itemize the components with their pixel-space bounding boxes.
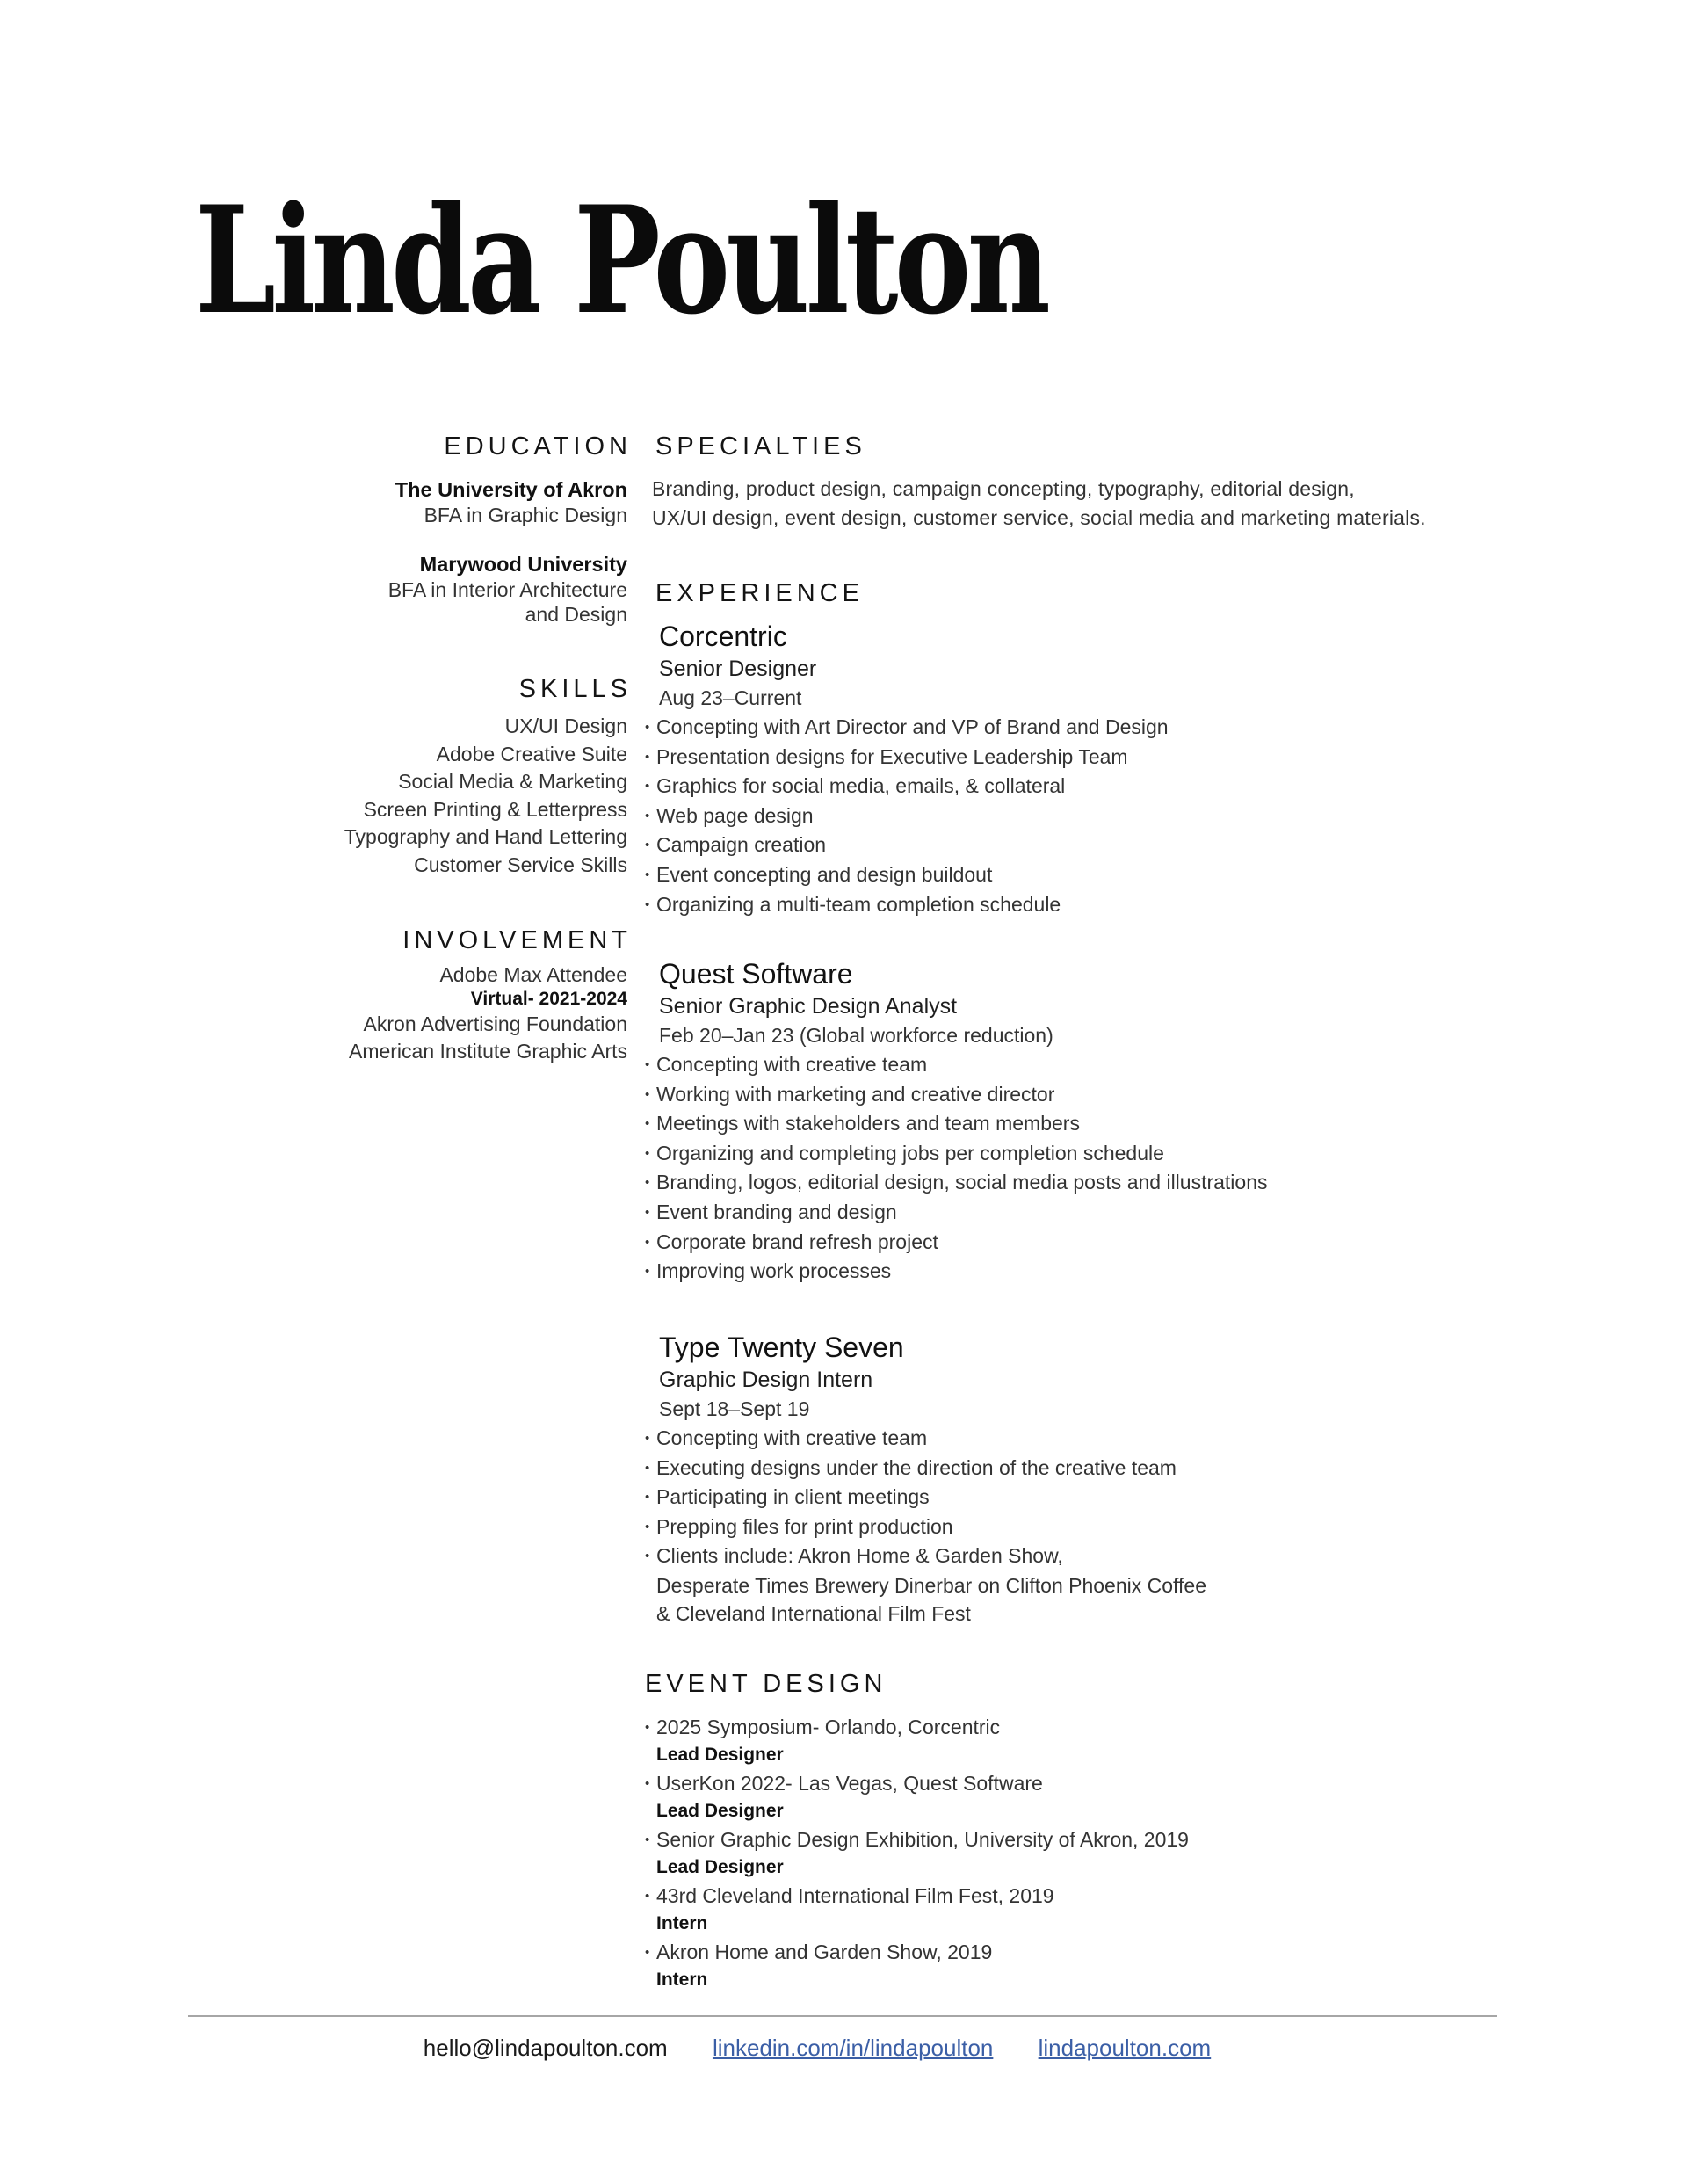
job-bullet: • Event concepting and design buildout (645, 860, 1524, 890)
job-bullet: • Event branding and design (645, 1198, 1524, 1228)
skill-item: Typography and Hand Lettering (344, 825, 627, 849)
event-name: Akron Home and Garden Show, 2019 (656, 1941, 993, 1963)
job-bullets (645, 713, 1524, 919)
event-name: 43rd Cleveland International Film Fest, 2019 (656, 1884, 1054, 1907)
education-entry (220, 477, 627, 527)
involvement-list (220, 962, 627, 1066)
company-name: Corcentric (659, 620, 787, 652)
skill-item: Customer Service Skills (414, 853, 627, 876)
event-item (645, 1939, 1524, 1993)
job-bullets (645, 1424, 1524, 1571)
education-heading: EDUCATION (444, 432, 632, 461)
job-bullet: • Concepting with creative team (645, 1424, 1524, 1454)
involvement-item: Adobe Max Attendee (439, 963, 627, 986)
job-bullet: • Branding, logos, editorial design, social media posts and illustrations (645, 1168, 1524, 1198)
job-bullet: • Organizing and completing jobs per completion schedule (645, 1139, 1524, 1169)
education-section (220, 431, 632, 462)
involvement-item: Akron Advertising Foundation (363, 1012, 627, 1035)
skill-item: UX/UI Design (504, 715, 627, 737)
job-entry (645, 1330, 1524, 1628)
job-bullet: • Meetings with stakeholders and team members (645, 1109, 1524, 1139)
event-item (645, 1883, 1524, 1937)
job-dates: Aug 23–Current (659, 686, 802, 709)
job-entry (645, 619, 1524, 919)
event-design-section (645, 1668, 1524, 1700)
email-link[interactable]: hello@lindapoulton.com (423, 2035, 668, 2061)
specialties-section (655, 431, 1534, 462)
job-bullet: • Presentation designs for Executive Leadership Team (645, 743, 1524, 773)
involvement-item: Virtual- 2021-2024 (470, 988, 627, 1009)
job-dates: Feb 20–Jan 23 (Global workforce reduction) (659, 1024, 1053, 1047)
event-list (645, 1714, 1524, 1993)
footer-divider (188, 2015, 1497, 2017)
specialties-text (652, 475, 1531, 533)
degree: BFA in Graphic Design (424, 503, 627, 526)
skill-item: Screen Printing & Letterpress (363, 797, 627, 821)
skill-item: Social Media & Marketing (398, 770, 627, 794)
job-bullet: • Improving work processes (645, 1257, 1524, 1287)
event-item (645, 1714, 1524, 1768)
specialties-heading: SPECIALTIES (655, 432, 866, 461)
event-role: Lead Designer (656, 1857, 784, 1877)
involvement-heading: INVOLVEMENT (402, 926, 632, 954)
education-entry (220, 552, 627, 628)
job-bullet: • Concepting with creative team (645, 1050, 1524, 1080)
job-bullet: • Participating in client meetings (645, 1483, 1524, 1513)
event-item (645, 1826, 1524, 1881)
event-item (645, 1770, 1524, 1825)
skills-list (220, 713, 627, 880)
degree: BFA in Interior Architecture (387, 577, 627, 601)
school-name: The University of Akron (395, 478, 627, 501)
involvement-section (220, 925, 632, 956)
name-logo: Linda Poulton (195, 173, 1047, 347)
skills-heading: SKILLS (518, 675, 632, 703)
experience-section (655, 577, 1534, 609)
event-design-list (645, 1714, 1524, 1995)
job-bullet-continuation: Desperate Times Brewery Dinerbar on Clifton Phoenix Coffee (656, 1573, 1206, 1597)
event-role: Lead Designer (656, 1801, 784, 1821)
school-name: Marywood University (419, 553, 627, 576)
job-bullet: • Concepting with Art Director and VP of Brand and Design (645, 713, 1524, 743)
event-role: Intern (656, 1913, 708, 1934)
linkedin-link[interactable]: linkedin.com/in/lindapoulton (712, 2035, 994, 2061)
skills-section (220, 673, 632, 705)
job-entry (645, 956, 1524, 1287)
skill-item: Adobe Creative Suite (436, 742, 627, 765)
company-name: Type Twenty Seven (659, 1331, 904, 1363)
job-role: Senior Designer (659, 657, 817, 681)
footer-contact (0, 2030, 1661, 2065)
degree: and Design (525, 603, 627, 626)
job-bullet: • Clients include: Akron Home & Garden Show, (645, 1542, 1524, 1571)
involvement-item: American Institute Graphic Arts (348, 1040, 627, 1063)
job-role: Senior Graphic Design Analyst (659, 994, 958, 1019)
event-design-heading: EVENT DESIGN (645, 1670, 887, 1698)
job-bullet-continuation: & Cleveland International Film Fest (656, 1601, 971, 1625)
job-dates: Sept 18–Sept 19 (659, 1397, 810, 1420)
job-role: Graphic Design Intern (659, 1368, 873, 1392)
specialties-line: Branding, product design, campaign concepting, typography, editorial design, (652, 477, 1355, 500)
event-role: Lead Designer (656, 1745, 784, 1765)
job-bullet: • Organizing a multi-team completion schedule (645, 890, 1524, 920)
event-name: UserKon 2022- Las Vegas, Quest Software (656, 1772, 1043, 1795)
job-bullet: • Working with marketing and creative director (645, 1080, 1524, 1110)
job-bullet: • Executing designs under the direction of the creative team (645, 1454, 1524, 1484)
experience-heading: EXPERIENCE (655, 579, 864, 607)
event-role: Intern (656, 1970, 708, 1990)
job-bullet: • Graphics for social media, emails, & collateral (645, 772, 1524, 802)
job-bullet: • Campaign creation (645, 831, 1524, 860)
website-link[interactable]: lindapoulton.com (1038, 2035, 1212, 2061)
company-name: Quest Software (659, 958, 853, 990)
event-name: 2025 Symposium- Orlando, Corcentric (656, 1716, 1001, 1738)
job-bullets (645, 1050, 1524, 1287)
job-bullet: • Corporate brand refresh project (645, 1228, 1524, 1258)
job-bullet: • Web page design (645, 802, 1524, 831)
event-name: Senior Graphic Design Exhibition, University of Akron, 2019 (656, 1828, 1189, 1851)
job-bullet: • Prepping files for print production (645, 1513, 1524, 1542)
specialties-line: UX/UI design, event design, customer service, social media and marketing materials. (652, 506, 1426, 529)
